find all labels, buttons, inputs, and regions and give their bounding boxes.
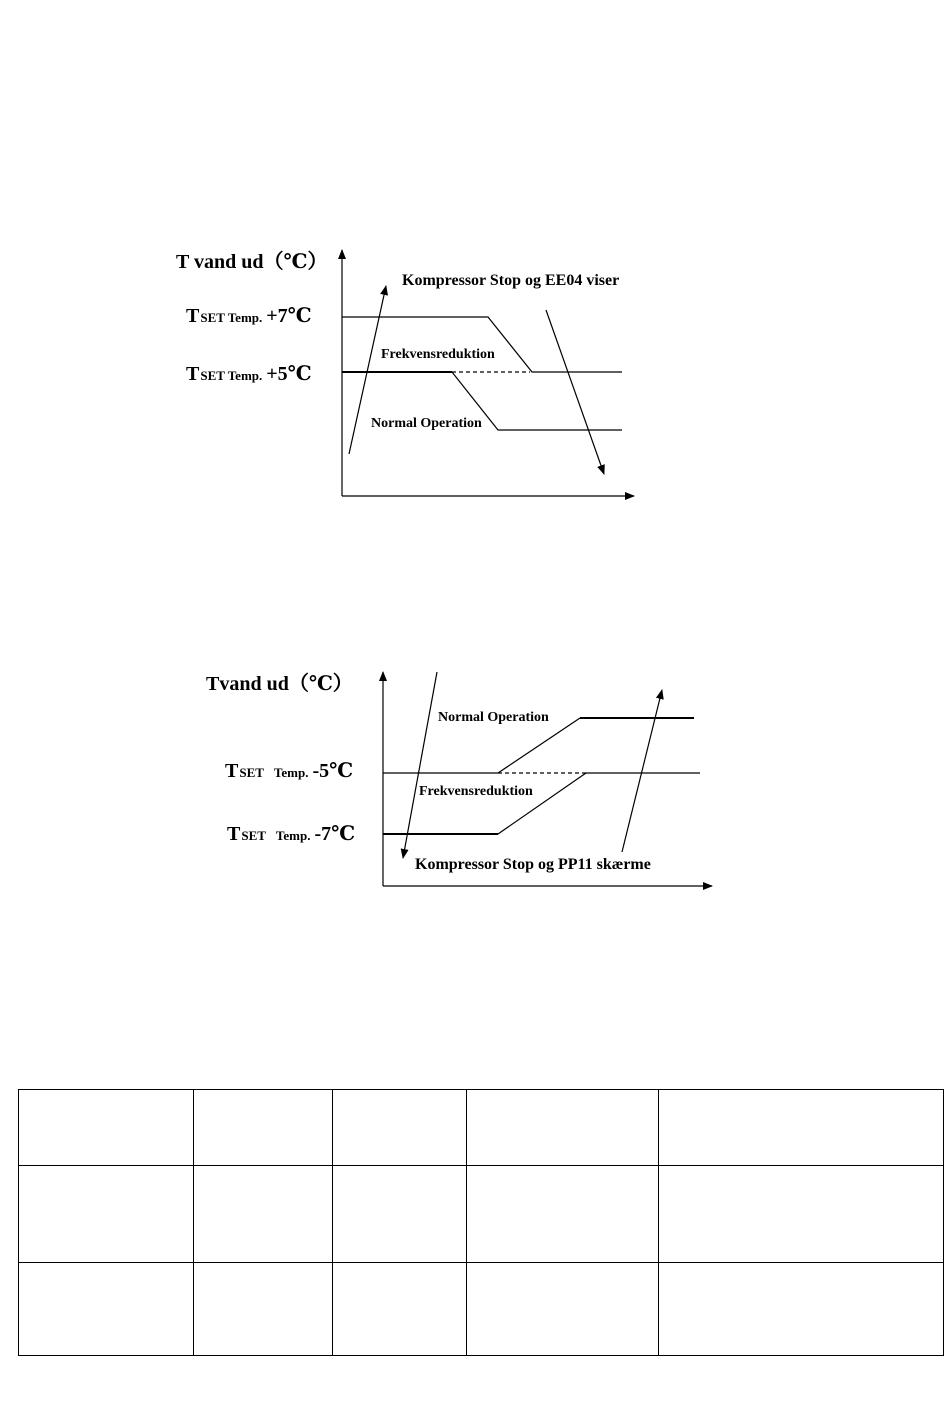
table-cell bbox=[467, 1090, 659, 1166]
table-cell bbox=[194, 1166, 333, 1263]
diagram-1 bbox=[176, 250, 634, 496]
d2-fall-arrow bbox=[403, 672, 437, 858]
d2-normal-text: Normal Operation bbox=[438, 710, 549, 725]
table-cell bbox=[333, 1166, 467, 1263]
d1-label-low: TSET Temp. +5℃ bbox=[186, 363, 312, 385]
table-cell bbox=[19, 1090, 194, 1166]
d1-freq-text: Frekvensreduktion bbox=[381, 347, 495, 362]
table-row bbox=[19, 1166, 944, 1263]
d1-stop-text: Kompressor Stop og EE04 viser bbox=[402, 272, 620, 289]
d2-stop-text: Kompressor Stop og PP11 skærme bbox=[415, 856, 651, 873]
table-cell bbox=[659, 1090, 944, 1166]
table-row bbox=[19, 1263, 944, 1356]
d1-axis-label: T vand ud（℃） bbox=[176, 251, 328, 273]
table-cell bbox=[467, 1166, 659, 1263]
d2-stop-rise bbox=[498, 773, 586, 834]
d2-label-low: TSET Temp. -7℃ bbox=[227, 823, 356, 845]
table-cell bbox=[194, 1090, 333, 1166]
table-cell bbox=[659, 1166, 944, 1263]
d2-label-high: TSET Temp. -5℃ bbox=[225, 760, 354, 782]
table-cell bbox=[19, 1166, 194, 1263]
table-cell bbox=[333, 1263, 467, 1356]
table-cell bbox=[333, 1090, 467, 1166]
d2-axis-label: Tvand ud（℃） bbox=[206, 673, 353, 695]
table-cell bbox=[19, 1263, 194, 1356]
d2-normal-line bbox=[383, 718, 580, 773]
table-cell bbox=[194, 1263, 333, 1356]
d2-freq-text: Frekvensreduktion bbox=[419, 784, 533, 799]
d2-rise-arrow bbox=[622, 690, 662, 852]
table-cell bbox=[659, 1263, 944, 1356]
empty-table bbox=[18, 1089, 944, 1356]
d1-stop-line bbox=[342, 317, 622, 372]
diagram-2 bbox=[206, 672, 712, 886]
d1-fall-arrow bbox=[546, 310, 604, 474]
d1-label-high: TSET Temp. +7℃ bbox=[186, 305, 312, 327]
table-row bbox=[19, 1090, 944, 1166]
d1-normal-text: Normal Operation bbox=[371, 416, 482, 431]
table-cell bbox=[467, 1263, 659, 1356]
